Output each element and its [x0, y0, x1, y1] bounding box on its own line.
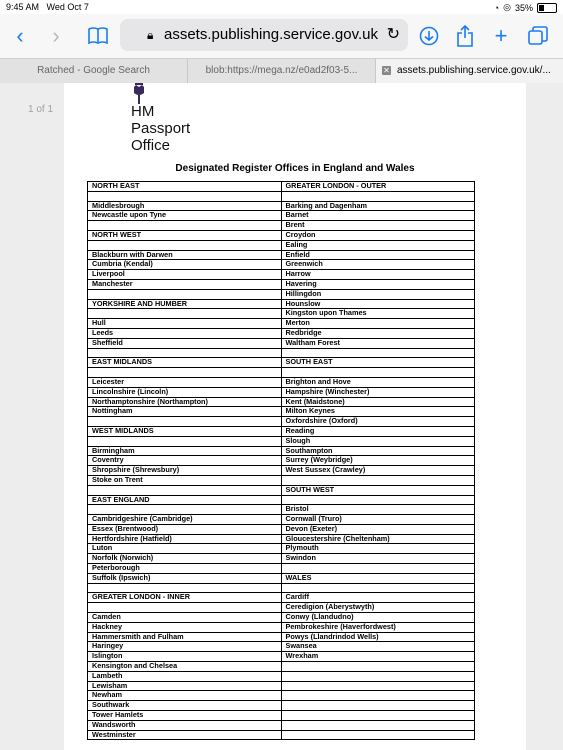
table-cell-left: Coventry — [88, 456, 282, 466]
table-cell-right: Havering — [281, 279, 475, 289]
table-cell-left: Leeds — [88, 328, 282, 338]
table-cell-right: Merton — [281, 319, 475, 329]
table-cell-right — [281, 681, 475, 691]
table-cell-left: Newcastle upon Tyne — [88, 211, 282, 221]
table-row — [88, 191, 475, 201]
table-cell-right: Milton Keynes — [281, 407, 475, 417]
table-row — [88, 260, 475, 270]
table-cell-left: NORTH EAST — [88, 182, 282, 192]
table-cell-right: Cardiff — [281, 593, 475, 603]
table-cell-right — [281, 671, 475, 681]
table-cell-right: Brent — [281, 221, 475, 231]
table-row — [88, 652, 475, 662]
table-cell-right — [281, 564, 475, 574]
tab-label: Ratched - Google Search — [37, 65, 150, 76]
table-cell-right — [281, 191, 475, 201]
table-cell-right: GREATER LONDON - OUTER — [281, 182, 475, 192]
table-cell-left: Sheffield — [88, 338, 282, 348]
table-row — [88, 662, 475, 672]
table-row — [88, 564, 475, 574]
tab-bar — [0, 58, 563, 84]
table-row — [88, 711, 475, 721]
table-cell-left — [88, 348, 282, 358]
table-row — [88, 270, 475, 280]
table-cell-right: Gloucestershire (Cheltenham) — [281, 534, 475, 544]
logo-line-2: Office — [131, 137, 170, 154]
table-cell-right: Southampton — [281, 446, 475, 456]
table-cell-right — [281, 701, 475, 711]
tab-gov-assets[interactable] — [376, 59, 563, 83]
table-cell-left: Kensington and Chelsea — [88, 662, 282, 672]
table-cell-left: Lewisham — [88, 681, 282, 691]
table-cell-right — [281, 720, 475, 730]
close-tab-icon[interactable]: ✕ — [383, 66, 390, 75]
table-row — [88, 671, 475, 681]
table-cell-left: Westminster — [88, 730, 282, 740]
table-row — [88, 524, 475, 534]
table-row — [88, 182, 475, 192]
table-cell-left — [88, 191, 282, 201]
table-cell-right: Oxfordshire (Oxford) — [281, 417, 475, 427]
table-row — [88, 358, 475, 368]
table-row — [88, 289, 475, 299]
table-row — [88, 691, 475, 701]
table-row — [88, 299, 475, 309]
table-cell-left: Birmingham — [88, 446, 282, 456]
table-cell-right: Reading — [281, 426, 475, 436]
table-cell-left: Cambridgeshire (Cambridge) — [88, 515, 282, 525]
table-cell-right — [281, 662, 475, 672]
table-cell-left: Manchester — [88, 279, 282, 289]
table-cell-right — [281, 348, 475, 358]
table-row — [88, 417, 475, 427]
table-cell-left: EAST MIDLANDS — [88, 358, 282, 368]
table-cell-left — [88, 309, 282, 319]
table-cell-right: Wrexham — [281, 652, 475, 662]
table-cell-right: Greenwich — [281, 260, 475, 270]
logo-text — [131, 103, 207, 154]
table-row — [88, 515, 475, 525]
table-row — [88, 446, 475, 456]
table-cell-left: Newham — [88, 691, 282, 701]
bookmarks-icon[interactable] — [84, 22, 112, 50]
table-cell-left: Haringey — [88, 642, 282, 652]
table-cell-right: Pembrokeshire (Haverfordwest) — [281, 622, 475, 632]
table-cell-right: Kingston upon Thames — [281, 309, 475, 319]
table-cell-left: Lincolnshire (Lincoln) — [88, 387, 282, 397]
table-cell-left: EAST ENGLAND — [88, 495, 282, 505]
table-cell-left: Nottingham — [88, 407, 282, 417]
table-cell-right: Brighton and Hove — [281, 377, 475, 387]
table-cell-right: SOUTH EAST — [281, 358, 475, 368]
table-cell-left: Middlesbrough — [88, 201, 282, 211]
document-title: Designated Register Offices in England and Wales — [175, 163, 415, 174]
battery-percent: 35% — [514, 2, 533, 13]
reload-icon[interactable]: ↻ — [386, 26, 400, 43]
table-row — [88, 632, 475, 642]
table-cell-right — [281, 711, 475, 721]
table-cell-right: Surrey (Weybridge) — [281, 456, 475, 466]
table-cell-left: Essex (Brentwood) — [88, 524, 282, 534]
table-row — [88, 426, 475, 436]
table-cell-right: Powys (Llandrindod Wells) — [281, 632, 475, 642]
tab-label: assets.publishing.service.gov.uk/... — [397, 65, 551, 76]
table-cell-left: Cumbria (Kendal) — [88, 260, 282, 270]
table-cell-left: Wandsworth — [88, 720, 282, 730]
table-cell-left — [88, 240, 282, 250]
table-cell-left — [88, 436, 282, 446]
table-row — [88, 485, 475, 495]
table-cell-left: Leicester — [88, 377, 282, 387]
table-cell-right: Hampshire (Winchester) — [281, 387, 475, 397]
table-row — [88, 348, 475, 358]
table-cell-right — [281, 583, 475, 593]
table-row — [88, 230, 475, 240]
table-cell-left: Southwark — [88, 701, 282, 711]
tab-label: blob:https://mega.nz/e0ad2f03-5... — [205, 65, 358, 76]
table-cell-right: Slough — [281, 436, 475, 446]
table-cell-right: Ceredigion (Aberystwyth) — [281, 603, 475, 613]
table-cell-left — [88, 583, 282, 593]
table-row — [88, 642, 475, 652]
table-cell-right: Kent (Maidstone) — [281, 397, 475, 407]
table-cell-left: Hammersmith and Fulham — [88, 632, 282, 642]
table-row — [88, 613, 475, 623]
status-date-text: Wed Oct 7 — [46, 2, 89, 12]
table-cell-left: Hackney — [88, 622, 282, 632]
table-cell-left: Tower Hamlets — [88, 711, 282, 721]
table-cell-right: Hounslow — [281, 299, 475, 309]
table-cell-right: WALES — [281, 573, 475, 583]
hm-passport-office-logo — [97, 83, 207, 154]
table-cell-left — [88, 603, 282, 613]
table-cell-left: Liverpool — [88, 270, 282, 280]
table-cell-left: Hertfordshire (Hatfield) — [88, 534, 282, 544]
url-text: assets.publishing.service.gov.uk — [164, 26, 378, 43]
table-cell-right: West Sussex (Crawley) — [281, 466, 475, 476]
table-cell-left — [88, 289, 282, 299]
table-cell-left — [88, 221, 282, 231]
table-cell-right: Swansea — [281, 642, 475, 652]
wifi-icon: ◔ — [493, 2, 500, 13]
table-cell-right: Cornwall (Truro) — [281, 515, 475, 525]
table-cell-right: Croydon — [281, 230, 475, 240]
table-cell-left — [88, 368, 282, 378]
table-cell-left: Luton — [88, 544, 282, 554]
table-cell-left: WEST MIDLANDS — [88, 426, 282, 436]
table-cell-left — [88, 485, 282, 495]
table-cell-right: Swindon — [281, 554, 475, 564]
status-time — [6, 2, 89, 12]
table-cell-right: Waltham Forest — [281, 338, 475, 348]
table-row — [88, 554, 475, 564]
status-time-text: 9:45 AM — [6, 2, 40, 12]
table-row — [88, 377, 475, 387]
table-cell-right — [281, 691, 475, 701]
table-cell-right: Redbridge — [281, 328, 475, 338]
address-bar[interactable] — [120, 19, 408, 51]
table-cell-left: Hull — [88, 319, 282, 329]
share-icon[interactable] — [451, 22, 479, 50]
table-cell-left — [88, 505, 282, 515]
table-cell-right: Barnet — [281, 211, 475, 221]
table-cell-left: GREATER LONDON - INNER — [88, 593, 282, 603]
table-row — [88, 397, 475, 407]
table-row — [88, 730, 475, 740]
table-cell-right — [281, 475, 475, 485]
table-cell-right — [281, 495, 475, 505]
table-row — [88, 319, 475, 329]
table-row — [88, 338, 475, 348]
table-row — [88, 368, 475, 378]
table-cell-left: Stoke on Trent — [88, 475, 282, 485]
table-row — [88, 701, 475, 711]
table-row — [88, 407, 475, 417]
table-cell-left: Lambeth — [88, 671, 282, 681]
forward-icon[interactable]: › — [52, 23, 60, 48]
table-row — [88, 240, 475, 250]
table-row — [88, 221, 475, 231]
table-row — [88, 201, 475, 211]
table-cell-right: Devon (Exeter) — [281, 524, 475, 534]
table-row — [88, 436, 475, 446]
table-cell-right — [281, 730, 475, 740]
status-indicators — [494, 2, 557, 13]
table-cell-left: Northamptonshire (Northampton) — [88, 397, 282, 407]
table-cell-right: Enfield — [281, 250, 475, 260]
table-cell-right: Hillingdon — [281, 289, 475, 299]
register-offices-table — [87, 181, 475, 740]
new-tab-icon[interactable]: + — [494, 23, 508, 48]
pdf-page — [64, 83, 526, 750]
table-row — [88, 573, 475, 583]
tab-google-search[interactable] — [0, 59, 188, 83]
table-row — [88, 387, 475, 397]
table-row — [88, 593, 475, 603]
browser-toolbar — [0, 14, 563, 58]
tabs-overview-icon[interactable] — [524, 22, 552, 50]
table-cell-left: Norfolk (Norwich) — [88, 554, 282, 564]
table-cell-right: Harrow — [281, 270, 475, 280]
table-cell-right: Bristol — [281, 505, 475, 515]
table-row — [88, 544, 475, 554]
page-counter: 1 of 1 — [28, 104, 54, 115]
tab-mega-blob[interactable] — [188, 59, 376, 83]
table-cell-left: Camden — [88, 613, 282, 623]
table-cell-right: SOUTH WEST — [281, 485, 475, 495]
table-row — [88, 603, 475, 613]
table-cell-left: YORKSHIRE AND HUMBER — [88, 299, 282, 309]
table-cell-left: NORTH WEST — [88, 230, 282, 240]
table-row — [88, 466, 475, 476]
battery-icon — [537, 3, 557, 13]
table-row — [88, 505, 475, 515]
table-cell-left: Peterborough — [88, 564, 282, 574]
table-row — [88, 720, 475, 730]
table-cell-right: Ealing — [281, 240, 475, 250]
table-cell-left: Suffolk (Ipswich) — [88, 573, 282, 583]
table-row — [88, 250, 475, 260]
table-row — [88, 211, 475, 221]
table-cell-left: Blackburn with Darwen — [88, 250, 282, 260]
table-row — [88, 681, 475, 691]
status-bar — [0, 0, 563, 14]
table-cell-right: Plymouth — [281, 544, 475, 554]
table-row — [88, 279, 475, 289]
table-cell-left: Shropshire (Shrewsbury) — [88, 466, 282, 476]
table-cell-left: Islington — [88, 652, 282, 662]
table-cell-right: Conwy (Llandudno) — [281, 613, 475, 623]
table-row — [88, 456, 475, 466]
table-row — [88, 583, 475, 593]
orientation-lock-icon: ◎ — [503, 2, 511, 12]
table-row — [88, 328, 475, 338]
table-row — [88, 309, 475, 319]
table-cell-right: Barking and Dagenham — [281, 201, 475, 211]
table-cell-left — [88, 417, 282, 427]
download-icon[interactable] — [415, 22, 443, 50]
table-cell-right — [281, 368, 475, 378]
logo-line-1: HM Passport — [131, 103, 191, 137]
table-row — [88, 495, 475, 505]
crown-crest-icon — [133, 83, 145, 105]
table-row — [88, 622, 475, 632]
table-row — [88, 534, 475, 544]
back-icon[interactable]: ‹ — [16, 23, 24, 48]
lock-icon: 🔒︎ — [147, 28, 154, 42]
pdf-viewer[interactable] — [0, 83, 563, 750]
table-row — [88, 475, 475, 485]
